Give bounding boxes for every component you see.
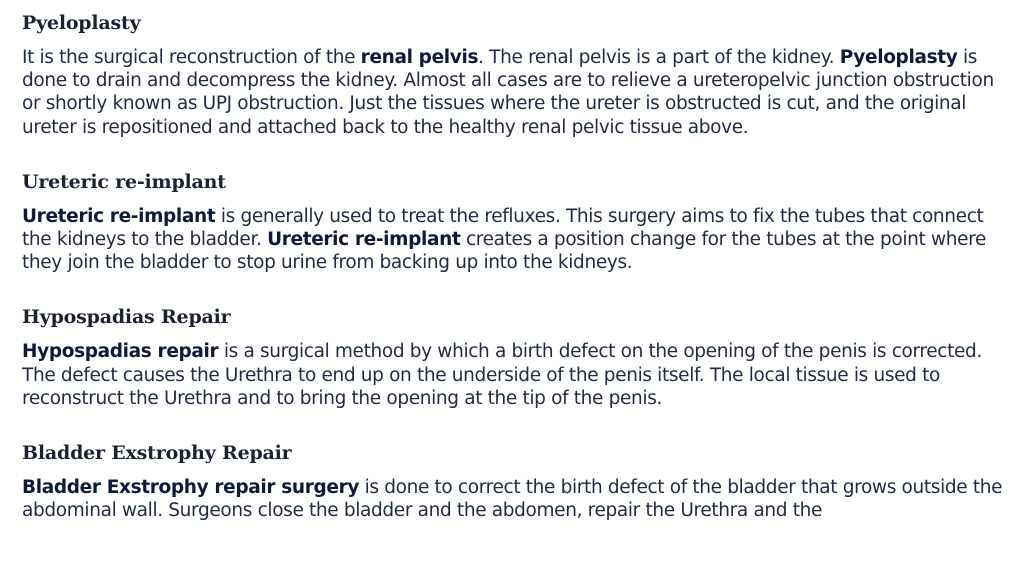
section-heading: Ureteric re-implant [22, 170, 226, 193]
section-pyeloplasty [22, 10, 1024, 139]
section-paragraph [22, 340, 1007, 410]
section-hypospadias-repair [22, 304, 1024, 410]
text-span: creates a position change for the tubes at the point where they join the bladder to stop urine from backing up into the kidneys. [22, 229, 987, 274]
section-paragraph [22, 205, 1007, 275]
text-span: It is the surgical reconstruction of the [22, 47, 361, 68]
bold-term: Pyeloplasty [839, 47, 958, 68]
bold-term: renal pelvis [360, 47, 479, 68]
bold-term: Bladder Exstrophy repair surgery [22, 477, 360, 499]
section-heading: Bladder Exstrophy Repair [22, 442, 292, 465]
text-span: is generally used to treat the refluxes. This surgery aims to fix the tubes that connect the kidneys to the bladder. [22, 205, 984, 251]
section-paragraph [22, 46, 1007, 139]
bold-term: Ureteric re-implant [267, 229, 461, 251]
section-ureteric-reimplant [22, 169, 1024, 275]
text-span: is a surgical method by which a birth defect on the opening of the penis is corrected. The defect causes the Urethra to end up on the underside of the penis itself. The local tissue is used to reconstruct the Urethra and to bring the opening at the tip of the penis. [22, 341, 982, 409]
text-span: . The renal pelvis is a part of the kidney. [478, 47, 840, 68]
section-paragraph [22, 476, 1007, 522]
section-heading: Pyeloplasty [22, 12, 141, 34]
text-span: is done to drain and decompress the kidney. Almost all cases are to relieve a ureteropelvic junction obstruction or shortly known as UPJ obstruction. Just the tissues where the ureter is obstructed is cut, and the original ureter is repositioned and attached back to the healthy renal pelvic tissue above. [22, 47, 994, 138]
text-span: is done to correct the birth defect of the bladder that grows outside the abdominal wall. Surgeons close the bladder and the abdomen, repair the Urethra and the [22, 477, 1003, 522]
section-heading: Hypospadias Repair [22, 306, 231, 329]
section-bladder-exstrophy-repair [22, 440, 1024, 522]
bold-term: Hypospadias repair [22, 341, 219, 363]
bold-term: Ureteric re-implant [22, 205, 216, 227]
